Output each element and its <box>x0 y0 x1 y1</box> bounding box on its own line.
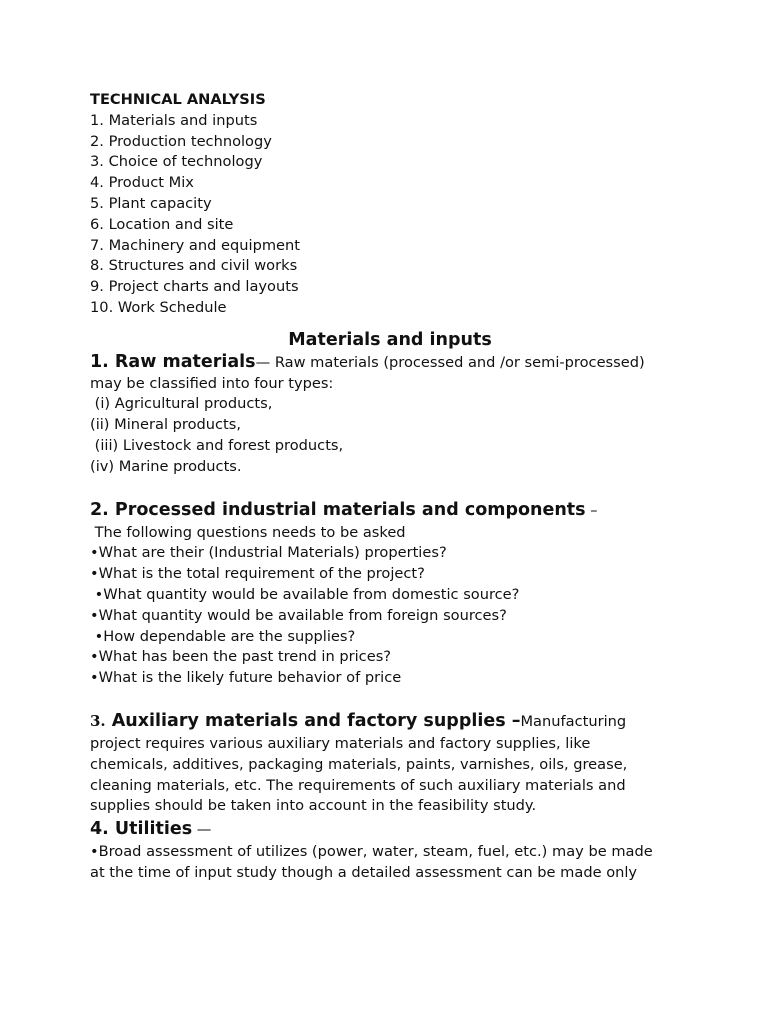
auxiliary-first-text: Manufacturing <box>520 712 627 730</box>
raw-materials-intro: — Raw materials (processed and /or semi-processed) <box>255 353 645 371</box>
raw-materials-line: (i) Agricultural products, <box>90 395 273 413</box>
contents-item: 7. Machinery and equipment <box>90 236 300 254</box>
raw-materials-line: (ii) Mineral products, <box>90 416 242 434</box>
utilities-line: at the time of input study though a detailed assessment can be made only <box>90 863 638 881</box>
contents-item: 5. Plant capacity <box>90 194 212 212</box>
auxiliary-materials-section <box>90 709 690 817</box>
raw-materials-line: may be classified into four types: <box>90 374 334 392</box>
processed-bullet: •What quantity would be available from domestic source? <box>90 585 520 603</box>
auxiliary-line: chemicals, additives, packaging materials, paints, varnishes, oils, grease, <box>90 755 628 773</box>
processed-materials-section <box>90 498 690 689</box>
contents-item: 1. Materials and inputs <box>90 111 258 129</box>
processed-bullet: •What is the likely future behavior of price <box>90 669 402 687</box>
processed-bullet: •What are their (Industrial Materials) properties? <box>90 544 447 562</box>
raw-materials-heading: 1. Raw materials <box>90 351 256 372</box>
processed-bullet: •How dependable are the supplies? <box>90 627 356 645</box>
raw-materials-line: (iii) Livestock and forest products, <box>90 436 344 454</box>
utilities-heading: 4. Utilities <box>90 819 193 840</box>
processed-dash: – <box>585 501 598 519</box>
section-title: Materials and inputs <box>288 329 492 350</box>
raw-materials-section <box>90 352 690 478</box>
utilities-dash: — <box>192 821 212 839</box>
document-title: TECHNICAL ANALYSIS <box>90 91 266 108</box>
auxiliary-line: project requires various auxiliary materials and factory supplies, like <box>90 734 591 752</box>
raw-materials-line: (iv) Marine products. <box>90 457 242 475</box>
auxiliary-line: cleaning materials, etc. The requirements of such auxiliary materials and <box>90 776 626 794</box>
contents-item: 9. Project charts and layouts <box>90 278 299 296</box>
auxiliary-number: 3. <box>90 711 106 730</box>
auxiliary-heading: Auxiliary materials and factory supplies – <box>105 710 521 731</box>
contents-item: 4. Product Mix <box>90 174 194 192</box>
auxiliary-line: supplies should be taken into account in the feasibility study. <box>90 797 537 815</box>
contents-list <box>90 111 690 319</box>
contents-item: 6. Location and site <box>90 215 234 233</box>
utilities-section <box>90 817 690 884</box>
processed-heading-line <box>90 498 690 523</box>
document-page <box>90 90 690 884</box>
processed-line: The following questions needs to be asked <box>90 523 406 541</box>
processed-bullet: •What has been the past trend in prices? <box>90 648 392 666</box>
auxiliary-heading-line <box>90 709 690 734</box>
processed-bullet: •What quantity would be available from foreign sources? <box>90 606 507 624</box>
utilities-line: •Broad assessment of utilizes (power, water, steam, fuel, etc.) may be made <box>90 843 653 861</box>
contents-item: 3. Choice of technology <box>90 153 263 171</box>
contents-item: 8. Structures and civil works <box>90 257 298 275</box>
processed-bullet: •What is the total requirement of the project? <box>90 565 425 583</box>
raw-materials-heading-line <box>90 352 690 374</box>
contents-item: 10. Work Schedule <box>90 298 227 316</box>
processed-heading: 2. Processed industrial materials and components <box>90 499 586 520</box>
contents-item: 2. Production technology <box>90 132 272 150</box>
utilities-heading-line <box>90 817 690 842</box>
